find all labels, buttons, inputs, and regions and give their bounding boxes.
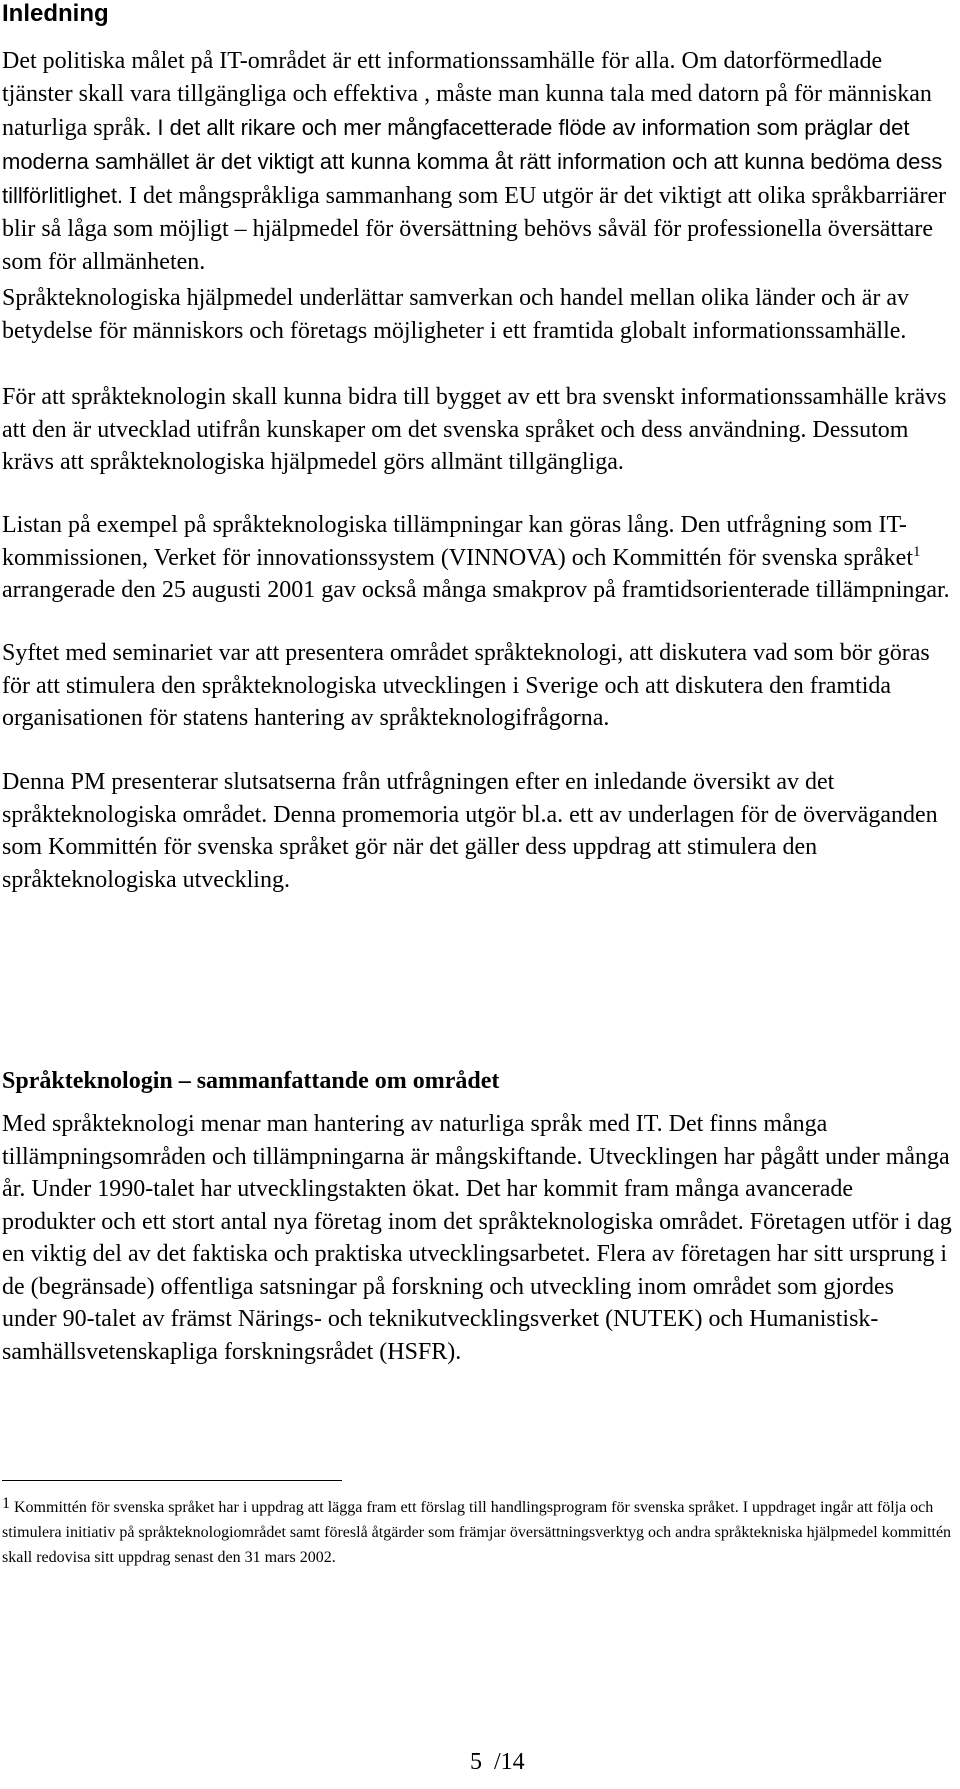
page-number: 5 /14 xyxy=(470,1749,525,1775)
paragraph-intro-part-1: Det politiska målet på IT-området är ett informationssamhälle för alla. Om datorförmedlade tjänster skall vara tillgängliga och effektiva , måste man kunna tala med datorn på för människan naturliga språk. xyxy=(2,48,932,141)
paragraph-2: Språkteknologiska hjälpmedel underlättar samverkan och handel mellan olika länder och är av betydelse för människors och företags möjligheter i ett framtida globalt informationssamhälle. xyxy=(2,285,910,344)
paragraph-4-text-end: arrangerade den 25 augusti 2001 gav också många smakprov på framtidsorienterade tillämpningar. xyxy=(2,577,950,603)
paragraph-intro-part-3: I det mångspråkliga sammanhang som EU utgör är det viktigt att olika språkbarriärer blir så låga som möjligt – hjälpmedel för översättning behövs såväl för professionella översättare som för allmänheten. xyxy=(2,183,947,275)
paragraph-6: Denna PM presenterar slutsatserna från utfrågningen efter en inledande översikt av det språkteknologiska området. Denna promemoria utgör bl.a. ett av underlagen för de överväganden som Kommittén för svenska språket gör när det gäller dess uppdrag att stimulera den språkteknologiska utveckling. xyxy=(2,769,938,893)
paragraph-5: Syftet med seminariet var att presentera området språkteknologi, att diskutera vad som bör göras för att stimulera den språkteknologiska utvecklingen i Sverige och att diskutera den framtida organisationen för statens hantering av språkteknologifrågorna. xyxy=(2,640,930,731)
footnote xyxy=(2,1495,952,1570)
footnote-reference: 1 xyxy=(912,543,921,560)
paragraph-3: För att språkteknologin skall kunna bidra till bygget av ett bra svenskt informationssamhälle krävs att den är utvecklad utifrån kunskaper om det svenska språket och dess användning. Dessutom krävs att språkteknologiska hjälpmedel görs allmänt tillgängliga. xyxy=(2,384,947,475)
footnote-divider xyxy=(2,1480,342,1481)
paragraph-intro-part-2: I det allt rikare och mer mångfacetterade flöde av information som präglar det moderna samhället är det viktigt att kunna komma åt rätt information och att kunna bedöma dess tillförlitlighet. xyxy=(2,115,943,208)
paragraph-4-text: Listan på exempel på språkteknologiska tillämpningar kan göras lång. Den utfrågning som IT-kommissionen, Verket för innovationssystem (VINNOVA) och Kommittén för svenska språket xyxy=(2,512,913,571)
paragraph-7: Med språkteknologi menar man hantering av naturliga språk med IT. Det finns många tillämpningsområden och tillämpningarna är mångskiftande. Utvecklingen har pågått under många år. Under 1990-talet har utvecklingstakten ökat. Det har kommit fram många avancerade produkter och ett stort antal nya företag inom det språkteknologiska området. Företagen utför i dag en viktig del av det faktiska och praktiska utvecklingsarbetet. Flera av företagen har sitt ursprung i de (begränsade) offentliga satsningar på forskning och utveckling inom området som gjordes under 90-talet av främst Närings- och teknikutvecklingsverket (NUTEK) och Humanistisk-samhällsvetenskapliga forskningsrådet (HSFR). xyxy=(2,1111,952,1365)
footnote-text: Kommittén för svenska språket har i uppdrag att lägga fram ett förslag till handlingsprogram för svenska språket. I uppdraget ingår att följa och stimulera initiativ på språkteknologiområdet samt föreslå åtgärder som främjar översättningsverktyg och andra språktekniska hjälpmedel kommittén skall redovisa sitt uppdrag senast den 31 mars 2002. xyxy=(2,1499,952,1566)
section-heading-inledning: Inledning xyxy=(2,0,109,27)
paragraph-4 xyxy=(2,509,952,607)
section-heading-sprakteknologin: Språkteknologin – sammanfattande om området xyxy=(2,1068,500,1094)
footnote-number: 1 xyxy=(2,1495,10,1512)
paragraph-intro xyxy=(2,45,952,279)
